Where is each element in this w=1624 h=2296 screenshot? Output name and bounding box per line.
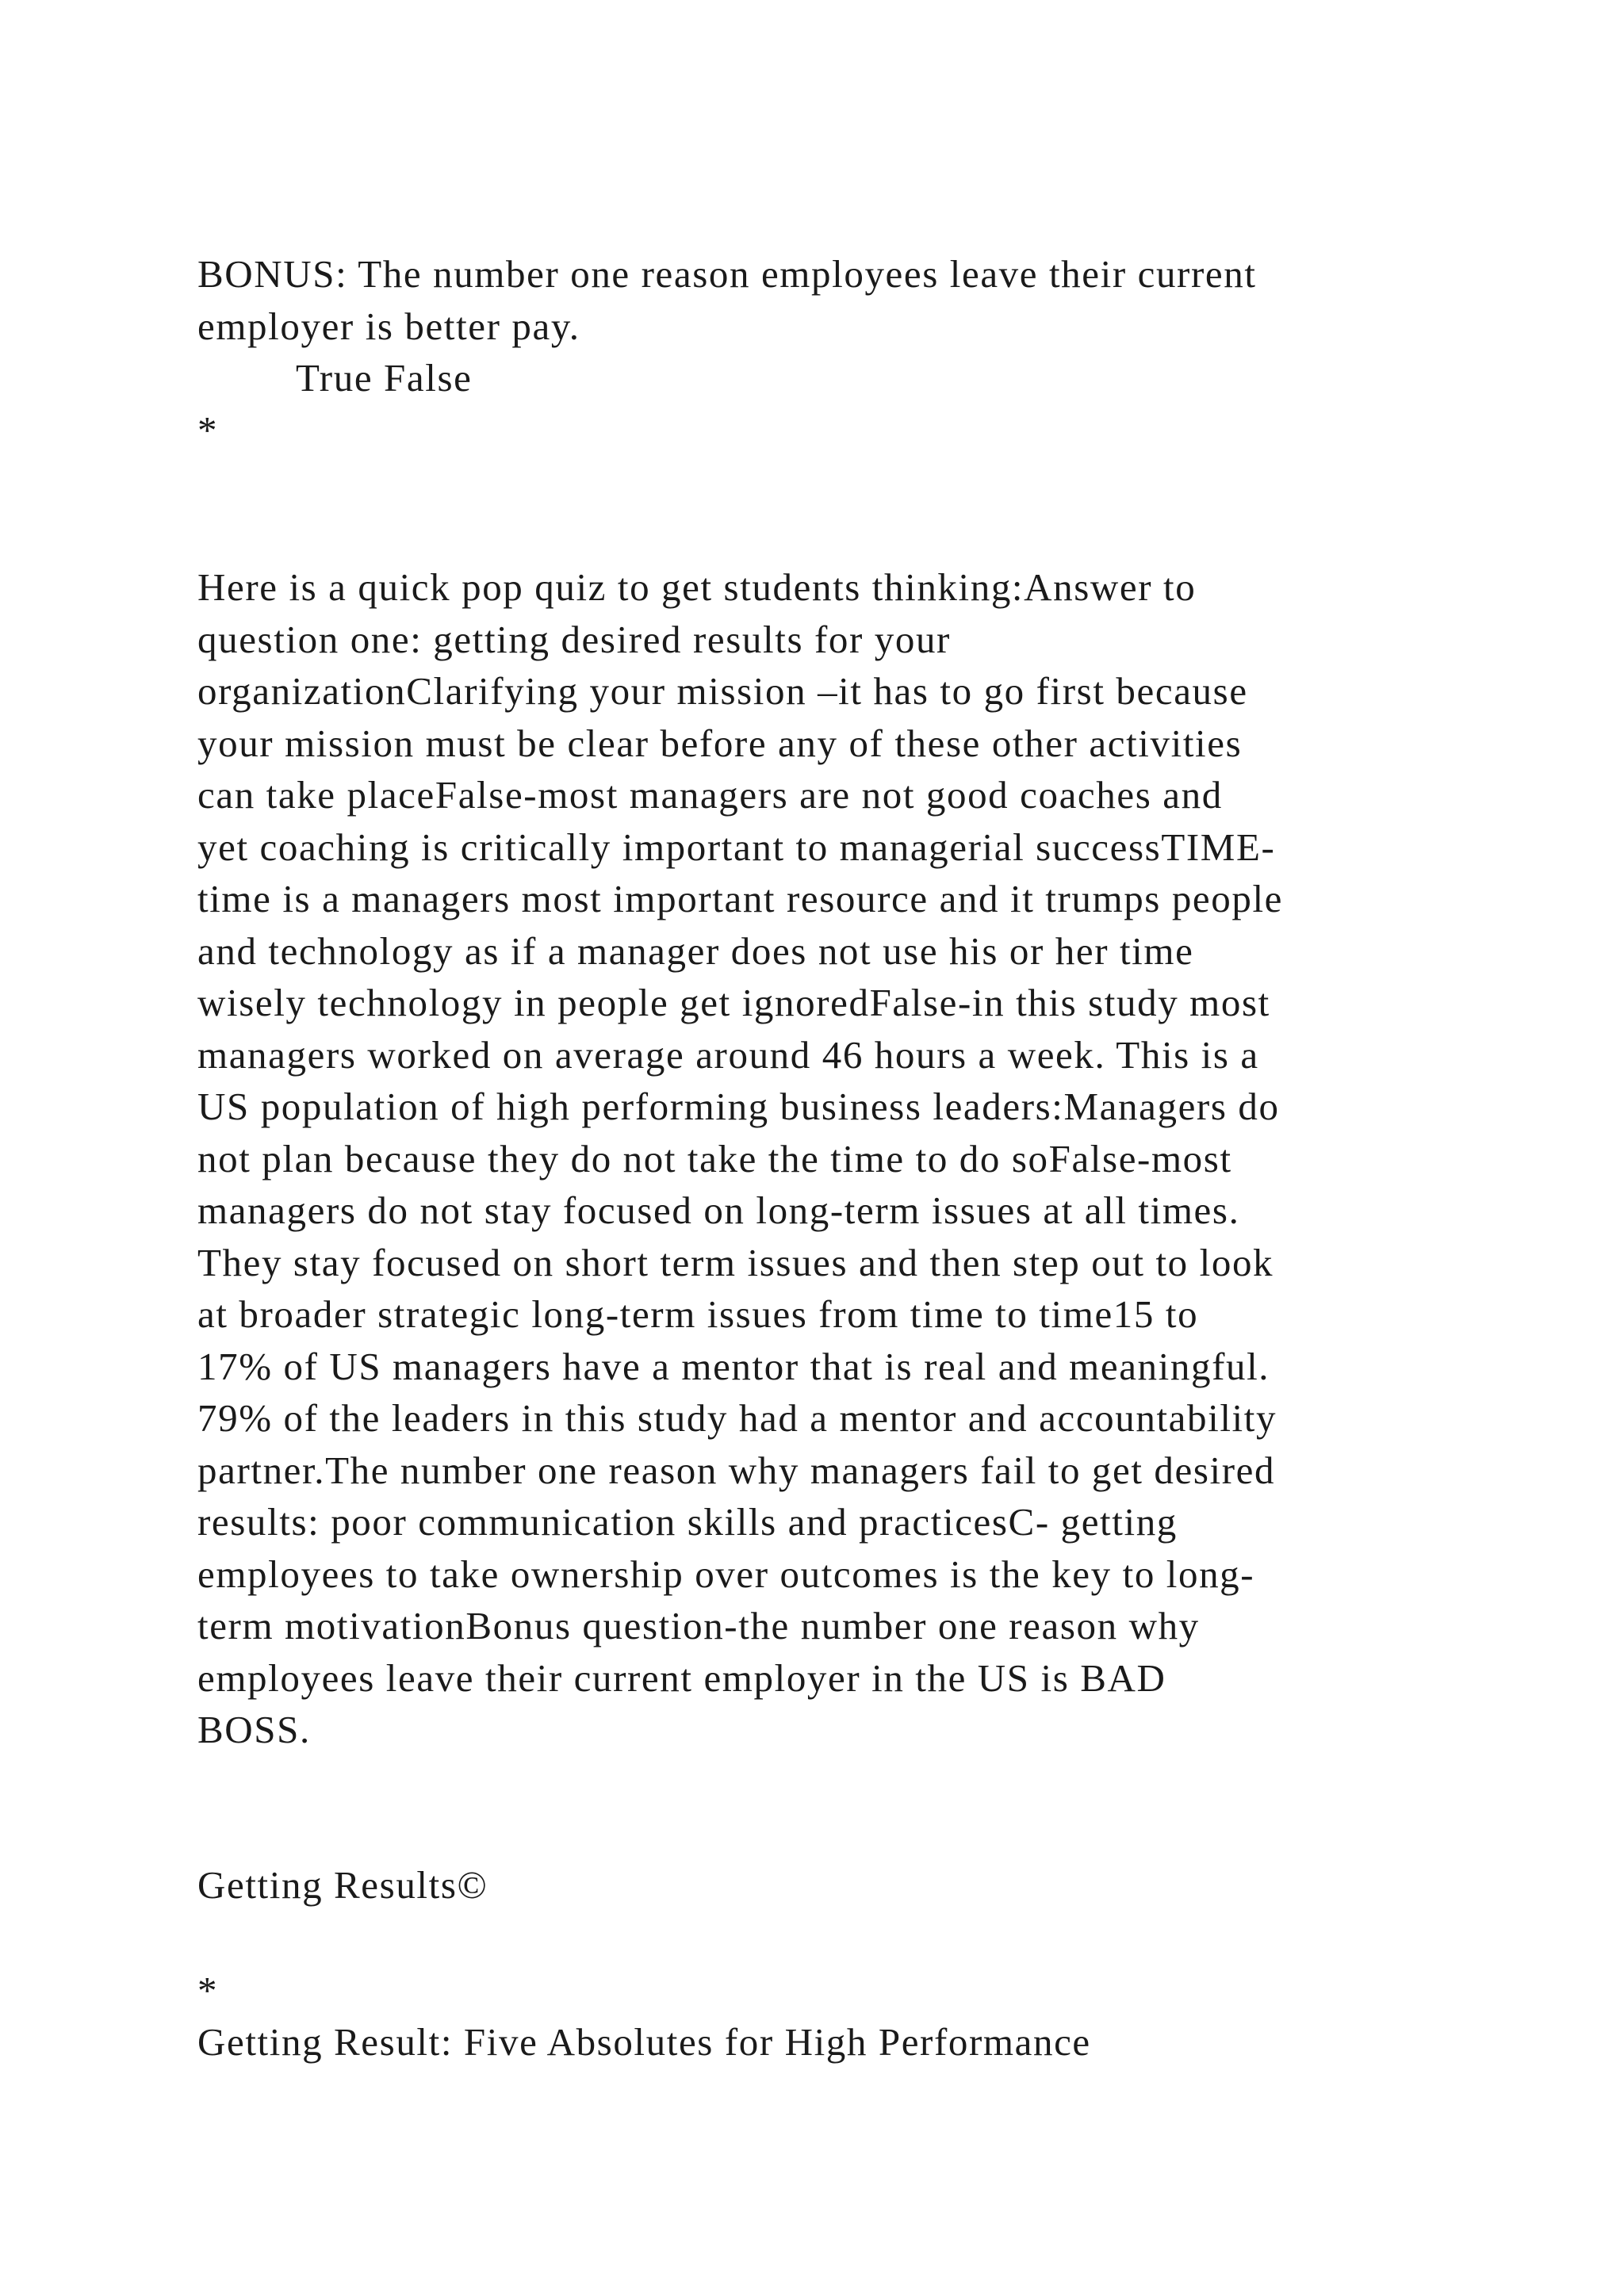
quiz-notes-line: yet coaching is critically important to managerial successTIME- xyxy=(197,825,1276,869)
quiz-notes-line: organizationClarifying your mission –it has to go first because xyxy=(197,669,1248,713)
quiz-notes xyxy=(197,561,1283,1756)
quiz-notes-line: question one: getting desired results for your xyxy=(197,617,951,661)
section-heading-text: Getting Results© xyxy=(197,1863,488,1907)
quiz-notes-line: time is a managers most important resource and it trumps people xyxy=(197,877,1284,920)
bonus-question-line-1: BONUS: The number one reason employees leave their current xyxy=(197,252,1257,296)
slide-marker xyxy=(197,1965,218,2017)
quiz-notes-line: and technology as if a manager does not use his or her time xyxy=(197,928,1194,973)
true-false-options: True False xyxy=(296,356,473,400)
quiz-notes-line: managers worked on average around 46 hours a week. This is a xyxy=(197,1032,1259,1077)
slide-marker-text: * xyxy=(197,1969,219,2012)
slide-title xyxy=(197,2016,1091,2068)
quiz-notes-line: wisely technology in people get ignoredFalse-in this study most xyxy=(197,981,1270,1024)
quiz-notes-line: They stay focused on short term issues and then step out to look xyxy=(197,1240,1274,1284)
bonus-question xyxy=(197,248,1257,456)
bonus-question-line-2: employer is better pay. xyxy=(197,304,580,348)
slide-marker: * xyxy=(197,408,219,452)
quiz-notes-line: results: poor communication skills and practicesC- getting xyxy=(197,1500,1178,1544)
quiz-notes-line: can take placeFalse-most managers are not good coaches and xyxy=(197,773,1223,817)
quiz-notes-line: partner.The number one reason why managers fail to get desired xyxy=(197,1448,1276,1492)
quiz-notes-line: 79% of the leaders in this study had a mentor and accountability xyxy=(197,1396,1277,1440)
section-heading xyxy=(197,1859,488,1911)
quiz-notes-line: US population of high performing business leaders:Managers do xyxy=(197,1085,1280,1128)
quiz-notes-line: 17% of US managers have a mentor that is real and meaningful. xyxy=(197,1344,1270,1388)
quiz-notes-line: Here is a quick pop quiz to get students thinking:Answer to xyxy=(197,565,1197,609)
quiz-notes-line: managers do not stay focused on long-term issues at all times. xyxy=(197,1188,1240,1232)
quiz-notes-line: term motivationBonus question-the number one reason why xyxy=(197,1604,1200,1647)
quiz-notes-line: employees to take ownership over outcomes is the key to long- xyxy=(197,1552,1255,1596)
quiz-notes-line: BOSS. xyxy=(197,1708,311,1751)
slide-title-text: Getting Result: Five Absolutes for High Performance xyxy=(197,2020,1091,2064)
quiz-notes-line: employees leave their current employer in the US is BAD xyxy=(197,1655,1166,1700)
quiz-notes-line: at broader strategic long-term issues from time to time15 to xyxy=(197,1292,1199,1336)
quiz-notes-line: your mission must be clear before any of these other activities xyxy=(197,721,1243,765)
quiz-notes-line: not plan because they do not take the time to do soFalse-most xyxy=(197,1136,1232,1181)
